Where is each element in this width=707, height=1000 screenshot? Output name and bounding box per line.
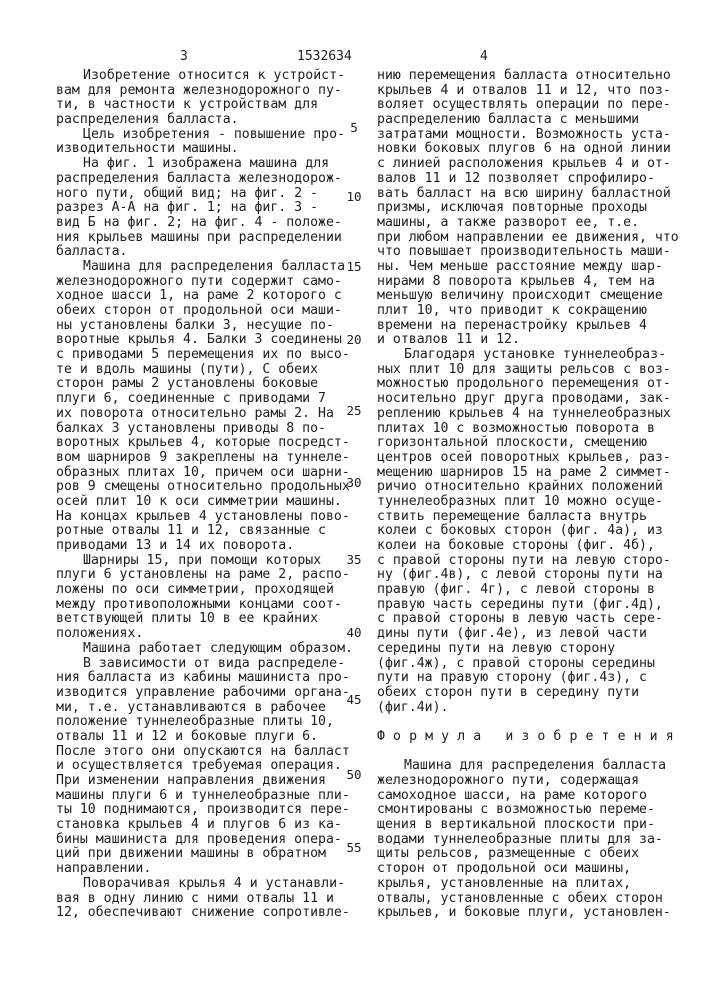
line-number: 50 [344, 767, 364, 782]
text-line: пути на правую сторону (фиг.4з), с [377, 671, 697, 686]
text-line: ций при движении машины в обратном [56, 847, 356, 862]
blank-line [377, 745, 697, 760]
text-line: можностью продольного перемещения от- [377, 377, 697, 392]
right-text-column [377, 69, 697, 921]
text-line: 12, обеспечивают снижение сопротивле- [56, 906, 356, 921]
text-line: центров осей поворотных крыльев, раз- [377, 451, 697, 466]
line-number: 30 [344, 475, 364, 490]
text-line: вид Б на фиг. 2; на фиг. 4 - положе- [56, 216, 356, 231]
line-number: 25 [344, 403, 364, 418]
text-line: смонтированы с возможностью переме- [377, 803, 697, 818]
text-line: На фиг. 1 изображена машина для [56, 157, 356, 172]
paragraph [56, 128, 356, 157]
paragraph [56, 69, 356, 128]
line-number: 10 [344, 189, 364, 204]
paragraph [56, 877, 356, 921]
text-line: те и вдоль машины (пути), С обеих [56, 363, 356, 378]
text-line: ны. Чем меньше расстояние между шар- [377, 260, 697, 275]
paragraph [377, 348, 697, 715]
text-line: самоходное шасси, на раме которого [377, 789, 697, 804]
text-line: и осуществляется требуемая операция. [56, 759, 356, 774]
line-number: 5 [344, 120, 364, 135]
text-line: времени на перенастройку крыльев 4 [377, 319, 697, 334]
text-line: обеих сторон пути в середину пути [377, 686, 697, 701]
text-line: обеих сторон от продольной оси маши- [56, 304, 356, 319]
text-line: вам для ремонта железнодорожного пу- [56, 84, 356, 99]
paragraph [377, 69, 697, 348]
text-line: изводительности машины. [56, 142, 356, 157]
text-line: распределению балласта с меньшими [377, 113, 697, 128]
text-line: отвалы 11 и 12 и боковые плуги 6. [56, 730, 356, 745]
line-number: 20 [344, 332, 364, 347]
text-line: балласта. [56, 245, 356, 260]
text-line: между противоположными концами соот- [56, 598, 356, 613]
paragraph [56, 554, 356, 642]
text-line: с линией расположения крыльев 4 и от- [377, 157, 697, 172]
text-line: положение туннелеобразные плиты 10, [56, 715, 356, 730]
text-line: ров 9 смещены относительно продольных [56, 480, 356, 495]
text-line: вом шарниров 9 закреплены на туннеле- [56, 451, 356, 466]
text-line: дины пути (фиг.4е), из левой части [377, 627, 697, 642]
page-number-left: 3 [180, 49, 188, 64]
paragraph [56, 157, 356, 260]
text-line: При изменении направления движения [56, 774, 356, 789]
text-line: балках 3 установлены приводы 8 по- [56, 422, 356, 437]
text-line: ми, т.е. устанавливаются в рабочее [56, 701, 356, 716]
text-line: Благодаря установке туннелеобраз- [377, 348, 697, 363]
text-line: и отвалов 11 и 12. [377, 333, 697, 348]
text-line: их поворота относительно рамы 2. На [56, 407, 356, 422]
text-line: плитах 10 с возможностью поворота в [377, 422, 697, 437]
text-line: отвалы, установленные с обеих сторон [377, 892, 697, 907]
text-line: (фиг.4и). [377, 701, 697, 716]
text-line: Изобретение относится к устройст- [56, 69, 356, 84]
text-line: изводится управление рабочими органа- [56, 686, 356, 701]
text-line: колеи на боковые стороны (фиг. 4б), [377, 539, 697, 554]
section-heading: Формула изобретения [377, 730, 697, 745]
text-line: правую часть середины пути (фиг.4д), [377, 598, 697, 613]
text-line: с правой стороны в левую часть сере- [377, 612, 697, 627]
text-line: положениях. [56, 627, 356, 642]
text-line: бины машиниста для проведения опера- [56, 833, 356, 848]
text-line: Машина для распределения балласта [56, 260, 356, 275]
text-line: В зависимости от вида распределе- [56, 657, 356, 672]
text-line: приводами 13 и 14 их поворота. [56, 539, 356, 554]
text-line: После этого они опускаются на балласт [56, 745, 356, 760]
text-line: плуги 6, соединенные с приводами 7 [56, 392, 356, 407]
text-line: Шарниры 15, при помощи которых [56, 554, 356, 569]
line-number: 35 [344, 552, 364, 567]
text-line: щиты рельсов, размещенные с обеих [377, 847, 697, 862]
text-line: Цель изобретения - повышение про- [56, 128, 356, 143]
text-line: при любом направлении ее движения, что [377, 231, 697, 246]
text-line: крыльев, и боковые плуги, установлен- [377, 906, 697, 921]
text-line: крыльев 4 и отвалов 11 и 12, что поз- [377, 84, 697, 99]
text-line: водами туннелеобразные плиты для за- [377, 833, 697, 848]
line-number: 15 [344, 259, 364, 274]
text-line: горизонтальной плоскости, смещению [377, 436, 697, 451]
text-line: нирами 8 поворота крыльев 4, тем на [377, 275, 697, 290]
text-line: ротные отвалы 11 и 12, связанные с [56, 524, 356, 539]
text-line: осей плит 10 к оси симметрии машины. [56, 495, 356, 510]
text-line: Машина для распределения балласта [377, 759, 697, 774]
text-line: вая в одну линию с ними отвалы 11 и [56, 892, 356, 907]
text-line: плуги 6 установлены на раме 2, распо- [56, 568, 356, 583]
text-line: воротные крылья 4. Балки 3 соединены [56, 333, 356, 348]
text-line: воляет осуществлять операции по пере- [377, 98, 697, 113]
text-line: ричио относительно крайних положений [377, 480, 697, 495]
text-line: ных плит 10 для защиты рельсов с воз- [377, 363, 697, 378]
text-line: носительно друг друга проводами, зак- [377, 392, 697, 407]
text-line: с приводами 5 перемещения их по высо- [56, 348, 356, 363]
text-line: что повышает производительность маши- [377, 245, 697, 260]
text-line: На концах крыльев 4 установлены пово- [56, 510, 356, 525]
blank-line [377, 715, 697, 730]
left-text-column [56, 69, 356, 921]
text-line: нию перемещения балласта относительно [377, 69, 697, 84]
text-line: туннелеобразных плит 10 можно осуще- [377, 495, 697, 510]
text-line: ну (фиг.4в), с левой стороны пути на [377, 568, 697, 583]
text-line: сторон рамы 2 установлены боковые [56, 377, 356, 392]
text-line: ния крыльев машины при распределении [56, 231, 356, 246]
text-line: ти, в частности к устройствам для [56, 98, 356, 113]
text-line: ствить перемещение балласта внутрь [377, 510, 697, 525]
text-line: ния балласта из кабины машиниста про- [56, 671, 356, 686]
paragraph [377, 759, 697, 921]
text-line: ложены по оси симметрии, проходящей [56, 583, 356, 598]
text-line: ны установлены балки 3, несущие по- [56, 319, 356, 334]
text-line: щения в вертикальной плоскости при- [377, 818, 697, 833]
text-line: ты 10 поднимаются, производится пере- [56, 803, 356, 818]
text-line: железнодорожного пути, содержащая [377, 774, 697, 789]
text-line: призмы, исключая повторные проходы [377, 201, 697, 216]
text-line: мещению шарниров 15 на раме 2 симмет- [377, 466, 697, 481]
text-line: образных плитах 10, причем оси шарни- [56, 466, 356, 481]
text-line: меньшую величину происходит смещение [377, 289, 697, 304]
text-line: воротных крыльев 4, которые посредст- [56, 436, 356, 451]
text-line: колеи с боковых сторон (фиг. 4а), из [377, 524, 697, 539]
text-line: с правой стороны пути на левую сторо- [377, 554, 697, 569]
text-line: Машина работает следующим образом. [56, 642, 356, 657]
text-line: ходное шасси 1, на раме 2 которого с [56, 289, 356, 304]
text-line: (фиг.4ж), с правой стороны середины [377, 657, 697, 672]
patent-number: 1532634 [297, 49, 352, 64]
text-line: валов 11 и 12 позволяет спрофилиро- [377, 172, 697, 187]
text-line: правую (фиг. 4г), с левой стороны в [377, 583, 697, 598]
text-line: становка крыльев 4 и плугов 6 из ка- [56, 818, 356, 833]
text-line: направлении. [56, 862, 356, 877]
text-line: новки боковых плугов 6 на одной линии [377, 142, 697, 157]
line-number: 55 [344, 840, 364, 855]
page-number-right: 4 [480, 49, 488, 64]
line-number: 40 [344, 625, 364, 640]
text-line: разрез А-А на фиг. 1; на фиг. 3 - [56, 201, 356, 216]
text-line: плит 10, что приводит к сокращению [377, 304, 697, 319]
line-number: 45 [344, 692, 364, 707]
section-heading-block [377, 715, 697, 759]
text-line: реплению крыльев 4 на туннелеобразных [377, 407, 697, 422]
text-line: крылья, установленные на плитах, [377, 877, 697, 892]
text-line: ного пути, общий вид; на фиг. 2 - [56, 187, 356, 202]
paragraph [56, 657, 356, 877]
paragraph [56, 642, 356, 657]
text-line: сторон от продольной оси машины, [377, 862, 697, 877]
text-line: машины плуги 6 и туннелеобразные пли- [56, 789, 356, 804]
text-line: распределения балласта железнодорож- [56, 172, 356, 187]
text-line: железнодорожного пути содержит само- [56, 275, 356, 290]
text-line: затратами мощности. Возможность уста- [377, 128, 697, 143]
text-line: распределения балласта. [56, 113, 356, 128]
text-line: вать балласт на всю ширину балластной [377, 187, 697, 202]
text-line: ветствующей плиты 10 в ее крайних [56, 612, 356, 627]
text-line: Поворачивая крылья 4 и устанавли- [56, 877, 356, 892]
text-line: середины пути на левую сторону [377, 642, 697, 657]
paragraph [56, 260, 356, 554]
text-line: машины, а также разворот ее, т.е. [377, 216, 697, 231]
